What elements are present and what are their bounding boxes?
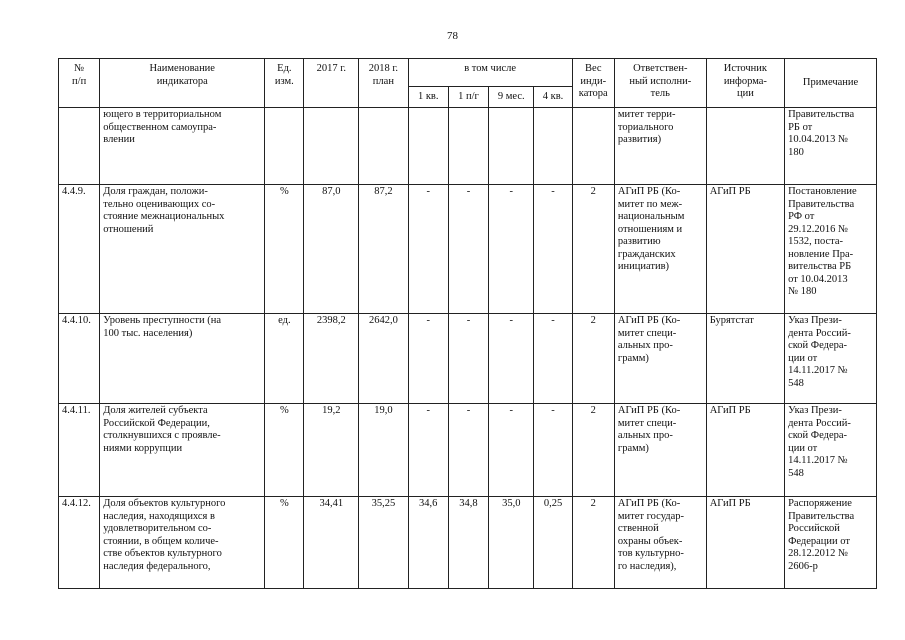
table-row [59,404,877,497]
cell-q4: 0,25 [534,497,572,589]
header-note: Примечание [785,59,877,108]
cell-num: 4.4.10. [59,314,100,404]
header-source: Источник информа- ции [706,59,784,108]
table-row [59,314,877,404]
cell-source: АГиП РБ [706,404,784,497]
table-header-row [59,59,877,87]
cell-responsible: митет терри- ториального развития) [614,108,706,185]
cell-9m [489,108,534,185]
table-row [59,185,877,314]
header-q1: 1 кв. [408,87,448,108]
cell-2017: 2398,2 [304,314,359,404]
cell-2017: 19,2 [304,404,359,497]
header-responsible: Ответствен- ный исполни- тель [614,59,706,108]
cell-q1 [408,108,448,185]
cell-note: Указ Прези- дента Россий- ской Федера- ции от 14.11.2017 № 548 [785,404,877,497]
cell-2018 [359,108,409,185]
cell-note: Распоряжение Правительства Российской Федерации от 28.12.2012 № 2606-р [785,497,877,589]
cell-unit: % [265,185,304,314]
cell-h1: - [448,314,488,404]
cell-weight: 2 [572,497,614,589]
cell-2018: 2642,0 [359,314,409,404]
header-h1: 1 п/г [448,87,488,108]
cell-source: АГиП РБ [706,185,784,314]
cell-2018: 87,2 [359,185,409,314]
cell-q4: - [534,185,572,314]
cell-9m: 35,0 [489,497,534,589]
header-2017: 2017 г. [304,59,359,108]
page-number: 78 [447,30,458,42]
cell-responsible: АГиП РБ (Ко- митет государ- ственной охраны объек- тов культурно- го наследия), [614,497,706,589]
cell-q4: - [534,314,572,404]
indicators-table [58,58,877,589]
cell-note: Указ Прези- дента Россий- ской Федера- ции от 14.11.2017 № 548 [785,314,877,404]
cell-unit: % [265,404,304,497]
cell-note: Постановление Правительства РФ от 29.12.2016 № 1532, поста- новление Пра- вительства РБ от 10.04.2013 № 180 [785,185,877,314]
cell-2017 [304,108,359,185]
cell-h1 [448,108,488,185]
cell-num: 4.4.9. [59,185,100,314]
cell-q4: - [534,404,572,497]
cell-responsible: АГиП РБ (Ко- митет специ- альных про- грамм) [614,314,706,404]
cell-unit: % [265,497,304,589]
cell-num: 4.4.12. [59,497,100,589]
cell-weight: 2 [572,314,614,404]
cell-h1: 34,8 [448,497,488,589]
cell-unit [265,108,304,185]
cell-source [706,108,784,185]
header-num: № п/п [59,59,100,108]
cell-indicator: Доля граждан, положи- тельно оценивающих со- стояние межнациональных отношений [100,185,265,314]
header-including: в том числе [408,59,572,87]
cell-2018: 19,0 [359,404,409,497]
cell-q4 [534,108,572,185]
cell-weight [572,108,614,185]
cell-q1: - [408,185,448,314]
cell-indicator: Уровень преступности (на 100 тыс. населения) [100,314,265,404]
header-indicator: Наименование индикатора [100,59,265,108]
cell-source: Бурятстат [706,314,784,404]
cell-2017: 87,0 [304,185,359,314]
header-2018: 2018 г. план [359,59,409,108]
cell-responsible: АГиП РБ (Ко- митет специ- альных про- грамм) [614,404,706,497]
cell-9m: - [489,314,534,404]
cell-9m: - [489,404,534,497]
cell-q1: 34,6 [408,497,448,589]
header-unit: Ед. изм. [265,59,304,108]
cell-2017: 34,41 [304,497,359,589]
header-q4: 4 кв. [534,87,572,108]
cell-h1: - [448,185,488,314]
cell-2018: 35,25 [359,497,409,589]
cell-q1: - [408,314,448,404]
cell-indicator: Доля объектов культурного наследия, находящихся в удовлетворительном со- стоянии, в общем количе- стве объектов культурного наследия федерального, [100,497,265,589]
cell-h1: - [448,404,488,497]
cell-9m: - [489,185,534,314]
table-row [59,497,877,589]
header-9m: 9 мес. [489,87,534,108]
table-row [59,108,877,185]
cell-q1: - [408,404,448,497]
cell-note: Правительства РБ от 10.04.2013 № 180 [785,108,877,185]
cell-indicator: ющего в территориальном общественном самоупра- влении [100,108,265,185]
cell-num [59,108,100,185]
header-weight: Вес инди- катора [572,59,614,108]
cell-num: 4.4.11. [59,404,100,497]
cell-responsible: АГиП РБ (Ко- митет по меж- национальным отношениям и развитию гражданских инициатив) [614,185,706,314]
cell-unit: ед. [265,314,304,404]
cell-indicator: Доля жителей субъекта Российской Федерации, столкнувшихся с проявле- ниями коррупции [100,404,265,497]
cell-source: АГиП РБ [706,497,784,589]
cell-weight: 2 [572,185,614,314]
cell-weight: 2 [572,404,614,497]
